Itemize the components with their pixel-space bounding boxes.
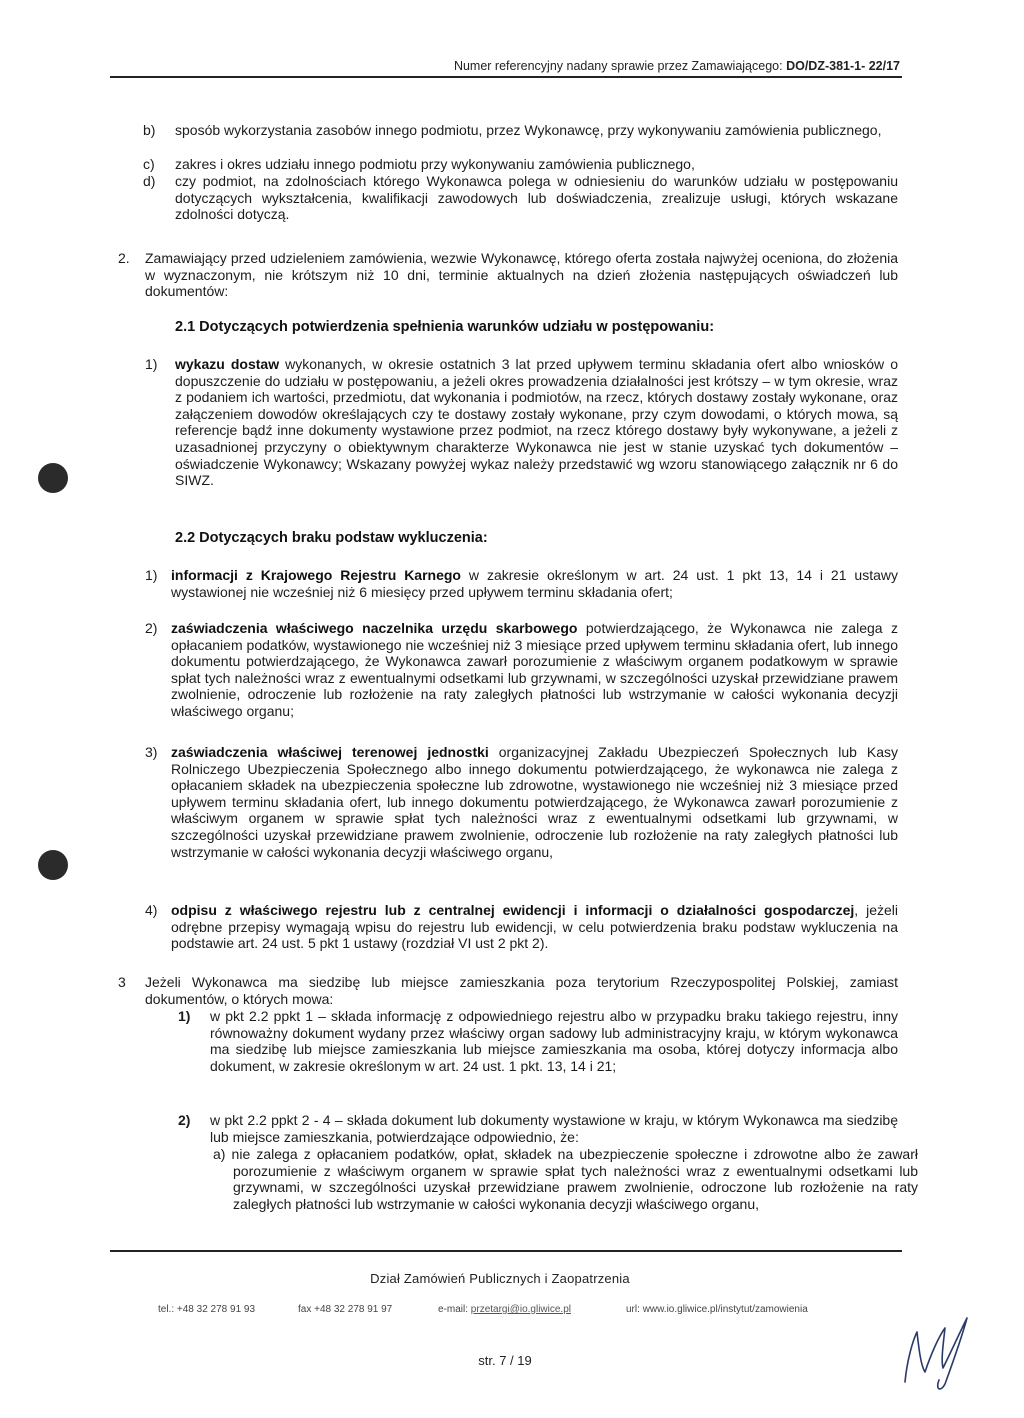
footer-fax: fax +48 32 278 91 97 (298, 1304, 393, 1315)
page-number: str. 7 / 19 (478, 1353, 532, 1368)
section-2-2-item-4 (171, 902, 898, 952)
item-text: , jeżeli odrębne przepisy wymagają wpisu do rejestru lub ewidencji, w celu potwierdzenia braku podstaw wykluczenia na podstawie art. 24 ust. 5 pkt 1 ustawy (rozdział VI ust 2 pkt 2). (171, 902, 899, 952)
header-rule (110, 76, 902, 78)
section-2-2-item-3-marker: 3) (145, 744, 158, 760)
footer-rule (110, 1250, 902, 1252)
item-text: organizacyjnej Zakładu Ubezpieczeń Społecznych lub Kasy Rolniczego Ubezpieczenia Społecznego albo innego dokumentu potwierdzającego, że wykonawca nie zalega z opłacaniem składek na ubezpieczenia społeczne lub zdrowotne, wystawionego nie wcześniej niż 3 miesiące przed upływem terminu składania ofert, lub innego dokumentu potwierdzającego, że Wykonawca zawarł porozumienie z właściwym organem w sprawie spłat tych należności wraz z ewentualnymi odsetkami lub grzywnami, w szczególności uzyskał przewidziane prawem zwolnienie, odroczenie lub rozłożenie na raty zaległych płatności lub wstrzymanie w całości wykonania decyzji właściwego organu, (171, 744, 899, 860)
item-text: potwierdzającego, że Wykonawca nie zalega z opłacaniem podatków, wystawionego nie wcześniej niż 3 miesiące przed upływem terminu składania ofert, lub innego dokumentu potwierdzającego, że Wykonawca zawarł porozumienie z właściwym organem podatkowym w sprawie spłat tych należności wraz z ewentualnymi odsetkami lub grzywnami, w szczególności uzyskał przewidziane prawem zwolnienie, odroczenie lub rozłożenie na raty zaległych płatności lub wstrzymanie w całości wykonania decyzji właściwego organu; (171, 620, 898, 719)
footer-email-label: e-mail: (438, 1304, 469, 1315)
reference-header (400, 59, 900, 73)
section-2-2-item-2-marker: 2) (145, 620, 158, 636)
section-2-2-item-1-marker: 1) (145, 567, 158, 583)
list-marker-d: d) (143, 173, 156, 189)
section-3-item-1-marker: 1) (178, 1008, 191, 1024)
section-2-2-heading: 2.2 Dotyczących braku podstaw wykluczenia: (175, 530, 488, 546)
punch-hole-top (38, 463, 68, 493)
item-bold-lead: wykazu dostaw (175, 356, 280, 372)
footer-url-link[interactable]: www.io.gliwice.pl/instytut/zamowienia (642, 1304, 808, 1315)
section-2-marker: 2. (118, 250, 130, 266)
section-2-2-item-3 (171, 744, 898, 860)
reference-prefix: Numer referencyjny nadany sprawie przez Zamawiającego: (453, 59, 783, 73)
item-bold-lead: zaświadczenia właściwego naczelnika urzędu skarbowego (171, 620, 578, 636)
footer-email (438, 1304, 571, 1315)
section-2-1-item-1-marker: 1) (145, 356, 158, 372)
item-bold-lead: odpisu z właściwego rejestru lub z centralnej ewidencji i informacji o działalności gospodarczej (171, 902, 855, 918)
reference-number: DO/DZ-381-1- 22/17 (786, 59, 900, 73)
section-2-text: Zamawiający przed udzieleniem zamówienia, wezwie Wykonawcę, którego oferta została najwyżej oceniona, do złożenia w wyznaczonym, nie krótszym niż 10 dni, terminie aktualnych na dzień złożenia następujących oświadczeń lub dokumentów: (145, 250, 898, 300)
section-2-1-item-1 (175, 356, 898, 489)
footer-department: Dział Zamówień Publicznych i Zaopatrzenia (370, 1271, 630, 1286)
section-2-2-item-4-marker: 4) (145, 902, 158, 918)
section-3-text: Jeżeli Wykonawca ma siedzibę lub miejsce zamieszkania poza terytorium Rzeczypospolitej Polskiej, zamiast dokumentów, o których mowa: (145, 974, 898, 1007)
list-item-b: sposób wykorzystania zasobów innego podmiotu, przez Wykonawcę, przy wykonywaniu zamówienia publicznego, (175, 122, 882, 138)
list-marker-c: c) (143, 156, 155, 172)
section-2-1-heading: 2.1 Dotyczących potwierdzenia spełnienia warunków udziału w postępowaniu: (175, 319, 715, 335)
footer-url-label: url: (626, 1304, 640, 1315)
item-bold-lead: zaświadczenia właściwej terenowej jednostki (171, 744, 489, 760)
list-item-d: czy podmiot, na zdolnościach którego Wykonawca polega w odniesieniu do warunków udziału w postępowaniu dotyczących wykształcenia, kwalifikacji zawodowych lub doświadczenia, zrealizuje usługi, których wskazane zdolności dotyczą. (175, 173, 898, 223)
section-3-marker: 3 (118, 974, 126, 990)
section-2-2-item-2 (171, 620, 898, 720)
section-3-item-1: w pkt 2.2 ppkt 1 – składa informację z odpowiedniego rejestru albo w przypadku braku takiego rejestru, inny równoważny dokument wydany przez właściwy organ sadowy lub administracyjny kraju, w którym wykonawca ma siedzibę lub miejsce zamieszkania lub miejsce zamieszkania ma osoba, której dotyczy informacja albo dokument, w zakresie określonym w art. 24 ust. 1 pkt. 13, 14 i 21; (210, 1008, 898, 1074)
footer-phone: tel.: +48 32 278 91 93 (158, 1304, 256, 1315)
section-3-subitem-a: a) nie zalega z opłacaniem podatków, opłat, składek na ubezpieczenie społeczne i zdrowotne albo że zawarł porozumienie z właściwym organem w sprawie spłat tych należności wraz z ewentualnymi odsetkami lub grzywnami, w szczególności uzyskał przewidziane prawem zwolnienie, odroczone lub rozłożenie na raty zaległych płatności lub wstrzymanie w całości wykonania decyzji właściwego organu, (213, 1146, 918, 1212)
section-2-2-item-1 (171, 567, 898, 600)
item-bold-lead: informacji z Krajowego Rejestru Karnego (171, 567, 461, 583)
list-marker-b: b) (143, 122, 156, 138)
list-item-c: zakres i okres udziału innego podmiotu przy wykonywaniu zamówienia publicznego, (175, 156, 695, 172)
item-text: wykonanych, w okresie ostatnich 3 lat przed upływem terminu składania ofert albo wniosków o dopuszczenie do udziału w postępowaniu, a jeżeli okres prowadzenia działalności jest krótszy – w tym okresie, wraz z podaniem ich wartości, przedmiotu, dat wykonania i podmiotów, na rzecz, których dostawy zostały wykonane, oraz załączeniem dowodów określających czy te dostawy zostały wykonane, przy czym dowodami, o których mowa, są referencje bądź inne dokumenty wystawione przez podmiot, na rzecz którego dostawy były wykonywane, a jeżeli z uzasadnionej przyczyny o obiektywnym charakterze Wykonawca nie jest w stanie uzyskać tych dokumentów – oświadczenie Wykonawcy; Wskazany powyżej wykaz należy przedstawić wg wzoru stanowiącego załącznik nr 6 do SIWZ. (175, 356, 898, 489)
section-3-item-2-marker: 2) (178, 1112, 191, 1128)
section-3-item-2: w pkt 2.2 ppkt 2 - 4 – składa dokument lub dokumenty wystawione w kraju, w którym Wykonawca ma siedzibę lub miejsce zamieszkania, potwierdzające odpowiednio, że: (210, 1112, 898, 1145)
footer-url (626, 1304, 808, 1315)
punch-hole-bottom (38, 850, 68, 880)
item-text: w zakresie określonym w art. 24 ust. 1 pkt 13, 14 i 21 ustawy wystawionej nie wcześniej niż 6 miesięcy przed upływem terminu składania ofert; (171, 567, 898, 600)
footer-email-link[interactable]: przetargi@io.gliwice.pl (470, 1304, 571, 1315)
handwritten-signature (895, 1310, 975, 1390)
